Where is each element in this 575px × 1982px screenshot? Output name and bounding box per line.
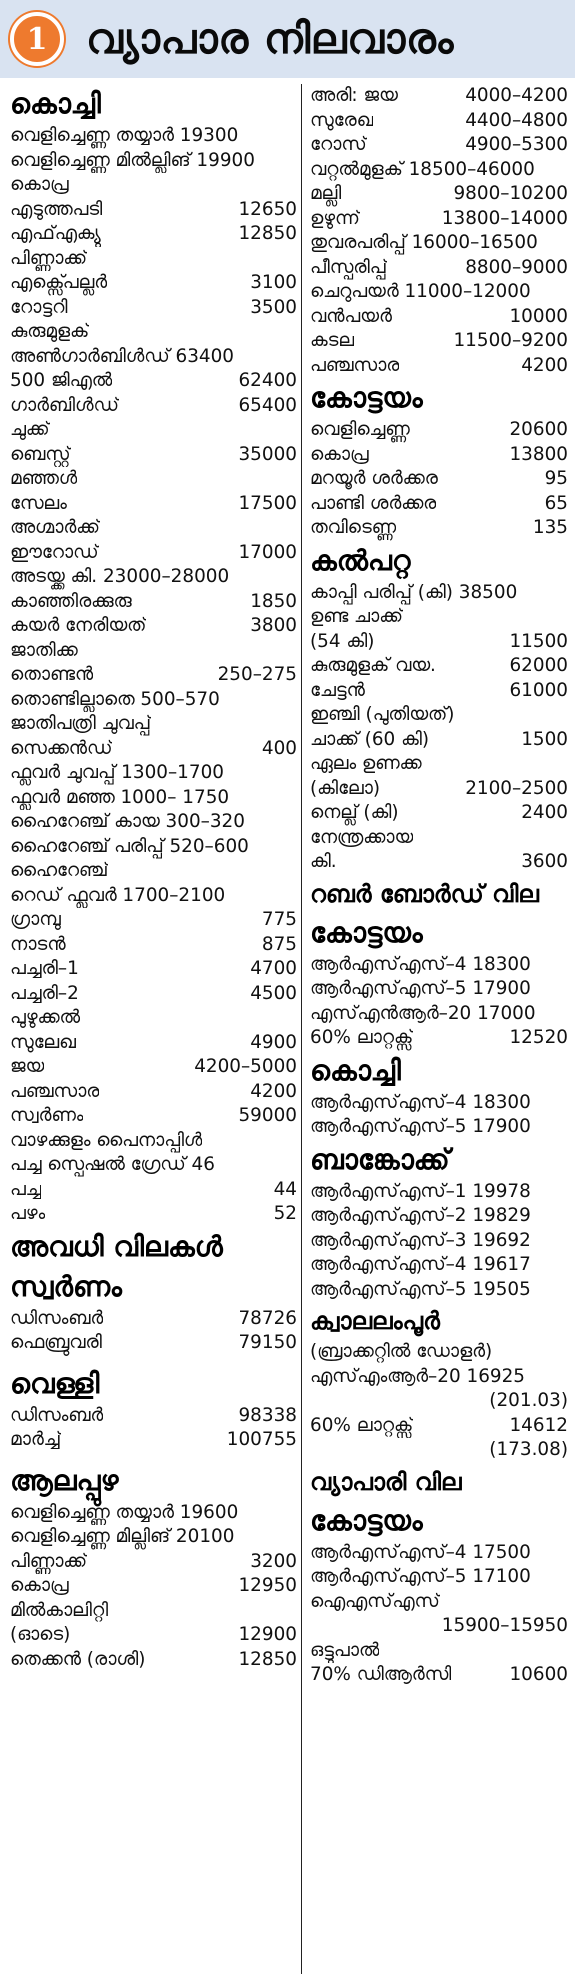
- spacer: [10, 1453, 297, 1461]
- item-label: വറ്റൽമുളക് 18500–46000: [310, 158, 535, 180]
- item-price: 4700: [250, 958, 297, 979]
- price-row: [310, 1614, 568, 1639]
- item-label: ജാതിപത്രി ചുവപ്പ്: [10, 713, 151, 734]
- item-label: ഹൈറേഞ്ച്: [10, 860, 109, 881]
- item-price: 17500: [238, 492, 297, 514]
- price-row: [10, 198, 297, 223]
- item-price: 65400: [238, 394, 297, 416]
- price-row: [10, 1623, 297, 1648]
- price-row: [310, 1590, 568, 1615]
- item-label: ഏലം ഉണക്ക: [310, 753, 422, 774]
- price-row: [10, 1031, 297, 1056]
- item-price: 10000: [509, 305, 568, 327]
- price-row: [310, 1389, 568, 1414]
- price-row: [10, 1648, 297, 1673]
- price-row: [10, 565, 297, 590]
- item-price: 98338: [238, 1404, 297, 1426]
- item-label: (കിലോ): [310, 777, 381, 799]
- price-row: [310, 1365, 568, 1390]
- item-label: എസ്എംആർ–20 16925: [310, 1365, 525, 1387]
- item-label: ആർഎസ്എസ്–4 18300: [310, 953, 531, 975]
- price-row: [310, 354, 568, 379]
- price-row: [10, 1055, 297, 1080]
- price-row: [310, 467, 568, 492]
- price-row: [310, 605, 568, 630]
- price-row: [10, 492, 297, 517]
- item-price: 59000: [238, 1105, 297, 1126]
- price-row: [10, 982, 297, 1007]
- item-label: ആർഎസ്എസ്–2 19829: [310, 1205, 531, 1226]
- item-label: ഫെബ്രുവരി: [10, 1332, 102, 1353]
- price-row: [310, 1180, 568, 1205]
- price-row: [310, 443, 568, 468]
- price-row: [10, 737, 297, 762]
- item-label: സ്വർണം: [10, 1105, 84, 1126]
- price-row: [310, 850, 568, 875]
- item-label: തവിടെണ്ണ: [310, 517, 397, 538]
- item-label: ആർഎസ്എസ്–5 19505: [310, 1278, 531, 1300]
- section-heading: റബർ ബോർഡ് വില: [310, 879, 539, 908]
- price-row: [310, 1565, 568, 1590]
- item-label: പച്ചരി–2: [10, 982, 79, 1004]
- price-row: [310, 1541, 568, 1566]
- item-label: തൊണ്ടൻ: [10, 664, 94, 685]
- price-row: [10, 908, 297, 933]
- item-label: പച്ച സ്പെഷൽ ഗ്രേഡ് 46: [10, 1154, 215, 1175]
- item-price: 61000: [509, 679, 568, 701]
- item-label: ആർഎസ്എസ്–1 19978: [310, 1180, 531, 1202]
- item-label: മിൽകാലിറ്റി: [10, 1599, 109, 1621]
- item-price: 9800–10200: [453, 183, 568, 204]
- price-row: [310, 581, 568, 606]
- price-row: [310, 801, 568, 826]
- item-label: ഹൈറേഞ്ച് കായ 300–320: [10, 811, 245, 832]
- price-row: [310, 492, 568, 517]
- price-row: [310, 703, 568, 728]
- price-row: [310, 679, 568, 704]
- spacer: [10, 1356, 297, 1364]
- price-row: [310, 231, 568, 256]
- price-row: [10, 835, 297, 860]
- item-label: വെളിച്ചെണ്ണ: [310, 419, 410, 440]
- item-price: 4200: [250, 1080, 297, 1102]
- item-label: കി.: [310, 851, 337, 872]
- section-heading: ആലപ്പുഴ: [10, 1463, 119, 1497]
- item-label: പഞ്ചസാര: [310, 354, 400, 376]
- item-label: കടല: [310, 330, 355, 351]
- price-row: [10, 1574, 297, 1599]
- item-label: പുഴുക്കൽ: [10, 1007, 80, 1028]
- item-price: 20600: [509, 419, 568, 440]
- right-column: [310, 84, 568, 1688]
- page-header: [0, 0, 575, 78]
- item-label: ബെസ്റ്റ്: [10, 443, 71, 465]
- section-number-badge: [10, 12, 64, 66]
- item-label: പിണ്ണാക്ക്: [10, 1550, 88, 1572]
- item-label: നെല്ല് (കി): [310, 802, 399, 823]
- item-label: (ബ്രാക്കറ്റിൽ ഡോളർ): [310, 1341, 493, 1362]
- price-row: [310, 1026, 568, 1051]
- price-row: [10, 1501, 297, 1526]
- price-row: [310, 1340, 568, 1365]
- price-row: [310, 207, 568, 232]
- item-price: 3100: [250, 272, 297, 293]
- item-price: 44: [273, 1178, 297, 1200]
- price-row: [10, 173, 297, 198]
- item-price: 3800: [250, 615, 297, 636]
- section-heading: കൽപറ്റ: [310, 543, 411, 577]
- item-label: ഈറോഡ്: [10, 541, 99, 563]
- section-heading: കോട്ടയം: [310, 1503, 423, 1537]
- item-label: മല്ലി: [310, 183, 342, 204]
- item-label: ആർഎസ്എസ്–4 18300: [310, 1091, 531, 1113]
- item-price: 12850: [238, 223, 297, 244]
- price-row: [10, 786, 297, 811]
- item-label: നാടൻ: [10, 933, 66, 955]
- item-price: 4000–4200: [465, 85, 568, 106]
- item-label: കാപ്പി പരിപ്പ് (കി) 38500: [310, 581, 518, 603]
- item-label: എഫ്എക്യു: [10, 223, 101, 244]
- price-row: [310, 1091, 568, 1116]
- price-row: [10, 1104, 297, 1129]
- item-label: 70% ഡിആർസി: [310, 1664, 452, 1685]
- item-label: ഐഎസ്എസ്: [310, 1590, 440, 1612]
- price-row: [10, 541, 297, 566]
- price-row: [10, 271, 297, 296]
- item-label: ഗ്രാമ്പു: [10, 909, 61, 930]
- price-row: [10, 761, 297, 786]
- item-price: 13800–14000: [441, 207, 568, 229]
- price-row: [310, 630, 568, 655]
- price-row: [310, 1663, 568, 1688]
- item-label: എക്സ്പെല്ലർ: [10, 272, 108, 293]
- item-price: 1500: [521, 728, 568, 750]
- item-price: 2400: [521, 802, 568, 823]
- item-label: ഡിസംബർ: [10, 1307, 104, 1329]
- item-label: പീസ്പരിപ്പ്: [310, 256, 388, 278]
- price-row: [310, 256, 568, 281]
- price-row: [10, 394, 297, 419]
- price-row: [10, 1129, 297, 1154]
- item-price: (201.03): [489, 1390, 568, 1411]
- price-row: [10, 320, 297, 345]
- item-label: ചുക്ക്: [10, 419, 50, 440]
- price-row: [10, 1307, 297, 1332]
- price-row: [310, 182, 568, 207]
- item-price: 250–275: [217, 664, 297, 685]
- item-price: 4500: [250, 982, 297, 1004]
- section-heading: സ്വർണം: [10, 1269, 122, 1303]
- item-label: ഉഴുന്ന്: [310, 207, 360, 229]
- price-row: [10, 418, 297, 443]
- price-row: [10, 1428, 297, 1453]
- item-price: 15900–15950: [441, 1615, 568, 1636]
- price-row: [310, 1414, 568, 1439]
- section-heading: വെള്ളി: [10, 1366, 100, 1400]
- item-label: ഇഞ്ചി (പുതിയത്): [310, 704, 455, 725]
- item-label: അഗ്മാർക്ക്: [10, 517, 100, 538]
- item-price: 65: [544, 492, 568, 514]
- item-label: കാഞ്ഞിരക്കുരു: [10, 590, 132, 612]
- item-label: കുരുമുളക് വയ.: [310, 655, 436, 676]
- price-row: [10, 1080, 297, 1105]
- item-price: 875: [261, 933, 297, 955]
- item-label: ചേട്ടൻ: [310, 679, 365, 701]
- price-row: [10, 957, 297, 982]
- price-row: [310, 516, 568, 541]
- price-row: [310, 280, 568, 305]
- price-row: [310, 158, 568, 183]
- price-row: [10, 810, 297, 835]
- item-label: കയർ നേരിയത്: [10, 615, 147, 636]
- item-label: പാണ്ടി ശർക്കര: [310, 492, 437, 514]
- item-price: 11500–9200: [453, 330, 568, 351]
- item-label: ആർഎസ്എസ്–5 17900: [310, 1116, 531, 1137]
- left-column: [10, 84, 297, 1672]
- item-label: വെളിച്ചെണ്ണ തയ്യാർ 19300: [10, 125, 239, 146]
- badge-number: 1: [26, 21, 48, 57]
- item-label: പഞ്ചസാര: [10, 1080, 100, 1102]
- price-row: [10, 663, 297, 688]
- column-divider: [301, 84, 302, 1974]
- item-price: 62400: [238, 370, 297, 391]
- item-price: 12650: [238, 198, 297, 220]
- item-label: സെക്കൻഡ്: [10, 737, 113, 759]
- item-price: 12900: [238, 1624, 297, 1645]
- item-label: പച്ചരി–1: [10, 958, 79, 979]
- item-price: 35000: [238, 443, 297, 465]
- item-label: (54 കി): [310, 630, 375, 652]
- item-label: പിണ്ണാക്ക്: [10, 247, 88, 269]
- item-label: വാഴക്കുളം പൈനാപ്പിൾ: [10, 1129, 203, 1151]
- price-row: [310, 977, 568, 1002]
- item-label: 60% ലാറ്റക്സ്: [310, 1414, 414, 1436]
- item-label: സുലേഖ: [10, 1031, 76, 1053]
- item-price: 3600: [521, 851, 568, 872]
- item-price: 3200: [250, 1550, 297, 1572]
- item-label: എസ്എൻആർ–20 17000: [310, 1002, 536, 1024]
- section-heading: അവധി വിലകൾ: [10, 1229, 223, 1263]
- item-label: ആർഎസ്എസ്–4 17500: [310, 1541, 531, 1563]
- price-row: [10, 1153, 297, 1178]
- price-row: [10, 1525, 297, 1550]
- item-price: 4200: [521, 354, 568, 376]
- price-row: [10, 345, 297, 370]
- item-label: അരി: ജയ: [310, 85, 398, 106]
- item-label: ആർഎസ്എസ്–5 17100: [310, 1566, 531, 1587]
- price-row: [310, 305, 568, 330]
- item-label: ആർഎസ്എസ്–5 17900: [310, 978, 531, 999]
- price-row: [10, 247, 297, 272]
- item-label: കൊപ്ര: [310, 443, 369, 465]
- price-row: [310, 84, 568, 109]
- price-row: [10, 933, 297, 958]
- price-row: [310, 109, 568, 134]
- section-heading: കോട്ടയം: [310, 915, 423, 949]
- price-row: [10, 1178, 297, 1203]
- price-row: [310, 1278, 568, 1303]
- item-label: ജാതിക്ക: [10, 639, 78, 661]
- item-label: വെളിച്ചെണ്ണ തയ്യാർ 19600: [10, 1501, 239, 1523]
- item-price: 4900: [250, 1031, 297, 1053]
- item-label: എടുത്തപടി: [10, 198, 103, 220]
- price-row: [310, 1438, 568, 1463]
- item-label: കൊപ്ര: [10, 1575, 69, 1596]
- price-row: [310, 1253, 568, 1278]
- price-row: [10, 443, 297, 468]
- item-label: ഗാർബിൾഡ്: [10, 394, 119, 416]
- item-price: 12850: [238, 1648, 297, 1670]
- item-label: വെളിച്ചെണ്ണ മിൽല്ലിങ് 19900: [10, 149, 255, 171]
- section-heading: ക്വാലലംപൂർ: [310, 1307, 440, 1335]
- item-label: റോസ്: [310, 134, 367, 155]
- item-label: മറയൂർ ശർക്കര: [310, 468, 438, 489]
- price-row: [310, 1115, 568, 1140]
- price-row: [10, 1550, 297, 1575]
- price-row: [310, 418, 568, 443]
- price-row: [310, 1639, 568, 1664]
- item-label: റോട്ടറി: [10, 296, 68, 318]
- price-row: [10, 688, 297, 713]
- item-label: ചെറുപയർ 11000–12000: [310, 281, 531, 302]
- price-row: [10, 712, 297, 737]
- item-price: 13800: [509, 443, 568, 465]
- price-row: [310, 1229, 568, 1254]
- item-label: ആർഎസ്എസ്–4 19617: [310, 1254, 531, 1275]
- price-row: [10, 149, 297, 174]
- item-label: സേലം: [10, 492, 67, 514]
- price-row: [10, 639, 297, 664]
- section-heading: കൊച്ചി: [10, 87, 101, 120]
- item-label: തുവരപരിപ്പ് 16000–16500: [310, 232, 538, 253]
- price-row: [10, 1404, 297, 1429]
- item-price: 8800–9000: [465, 256, 568, 278]
- item-label: ഫ്ലവർ മഞ്ഞ 1000– 1750: [10, 786, 230, 808]
- item-price: 4200–5000: [194, 1056, 297, 1077]
- item-label: തൊണ്ടില്ലാതെ 500–570: [10, 688, 220, 710]
- item-label: ചാക്ക് (60 കി): [310, 728, 430, 750]
- item-price: (173.08): [489, 1439, 568, 1460]
- item-price: 100755: [226, 1429, 297, 1450]
- item-label: ഒട്ടുപാൽ: [310, 1639, 380, 1661]
- item-label: ഫ്ലവർ ചുവപ്പ് 1300–1700: [10, 762, 224, 783]
- price-row: [10, 1599, 297, 1624]
- item-price: 79150: [238, 1332, 297, 1353]
- item-price: 52: [273, 1203, 297, 1224]
- price-row: [10, 296, 297, 321]
- item-label: ജയ: [10, 1056, 45, 1077]
- item-label: ഉണ്ട ചാക്ക്: [310, 606, 403, 627]
- item-price: 11500: [509, 630, 568, 652]
- price-row: [310, 654, 568, 679]
- section-heading: ബാങ്കോക്ക്: [310, 1142, 450, 1176]
- item-label: സുരേഖ: [310, 109, 374, 131]
- item-price: 12520: [509, 1027, 568, 1048]
- item-price: 400: [261, 737, 297, 759]
- section-heading: കൊച്ചി: [310, 1053, 401, 1087]
- item-price: 78726: [238, 1307, 297, 1329]
- item-price: 1850: [250, 590, 297, 612]
- price-row: [10, 124, 297, 149]
- item-price: 4400–4800: [465, 109, 568, 131]
- item-price: 4900–5300: [465, 134, 568, 155]
- item-label: മഞ്ഞൾ: [10, 468, 78, 489]
- item-price: 775: [261, 909, 297, 930]
- price-row: [10, 859, 297, 884]
- price-row: [310, 728, 568, 753]
- price-row: [310, 752, 568, 777]
- item-label: 500 ജിഎൽ: [10, 370, 113, 391]
- item-label: റെഡ് ഫ്ലവർ 1700–2100: [10, 884, 226, 906]
- item-label: 60% ലാറ്റക്സ്: [310, 1027, 414, 1048]
- item-price: 17000: [238, 541, 297, 563]
- item-price: 14612: [509, 1414, 568, 1436]
- item-label: വെളിച്ചെണ്ണ മില്ലിങ് 20100: [10, 1526, 235, 1547]
- price-row: [10, 369, 297, 394]
- price-row: [10, 1006, 297, 1031]
- section-heading: കോട്ടയം: [310, 381, 423, 414]
- item-label: പച്ച: [10, 1178, 42, 1200]
- item-label: തെക്കൻ (രാശി): [10, 1648, 146, 1670]
- price-row: [10, 1331, 297, 1356]
- item-label: ഡിസംബർ: [10, 1404, 104, 1426]
- item-label: ഹൈറേഞ്ച് പരിപ്പ് 520–600: [10, 835, 249, 857]
- item-price: 95: [544, 468, 568, 489]
- price-row: [310, 329, 568, 354]
- section-heading: വ്യാപാരി വില: [310, 1467, 462, 1496]
- item-label: മാർച്ച്: [10, 1429, 62, 1450]
- item-price: 12950: [238, 1575, 297, 1596]
- price-row: [10, 884, 297, 909]
- item-label: നേന്ത്രക്കായ: [310, 826, 414, 848]
- item-label: ആർഎസ്എസ്–3 19692: [310, 1229, 531, 1251]
- price-row: [310, 1002, 568, 1027]
- price-row: [10, 614, 297, 639]
- item-label: (ഓടെ): [10, 1624, 71, 1645]
- price-row: [10, 1202, 297, 1227]
- item-price: 135: [532, 517, 568, 538]
- price-row: [310, 133, 568, 158]
- item-label: പഴം: [10, 1203, 46, 1224]
- item-price: 3500: [250, 296, 297, 318]
- price-row: [310, 777, 568, 802]
- item-price: 10600: [509, 1664, 568, 1685]
- price-row: [10, 467, 297, 492]
- price-row: [310, 826, 568, 851]
- item-price: 62000: [509, 655, 568, 676]
- item-label: അൺഗാർബിൾഡ് 63400: [10, 345, 234, 367]
- item-label: കൊപ്ര: [10, 174, 69, 195]
- price-row: [10, 590, 297, 615]
- price-row: [310, 953, 568, 978]
- item-price: 2100–2500: [465, 777, 568, 799]
- item-label: വൻപയർ: [310, 305, 392, 327]
- price-row: [310, 1204, 568, 1229]
- page-title: വ്യാപാര നിലവാരം: [86, 14, 454, 63]
- price-row: [10, 222, 297, 247]
- item-label: കുരുമുളക്: [10, 321, 90, 342]
- price-row: [10, 516, 297, 541]
- item-label: അടയ്ക്ക കി. 23000–28000: [10, 566, 230, 587]
